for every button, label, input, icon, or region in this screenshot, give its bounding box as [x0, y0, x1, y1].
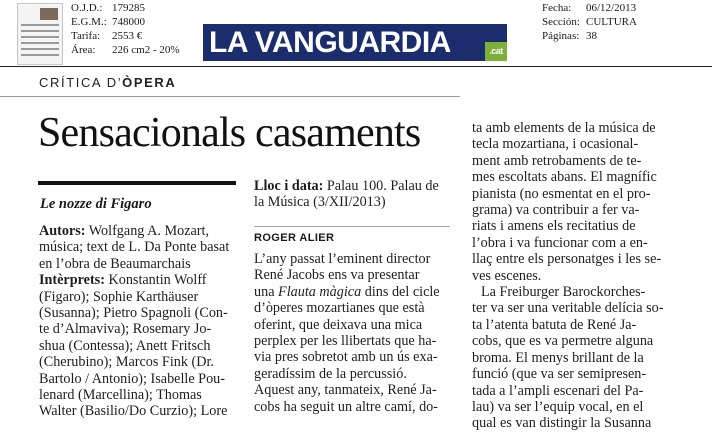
section-label — [39, 75, 176, 90]
body-line: ter va ser una veritable delícia so- — [472, 300, 664, 317]
body-line: grama) va contribuir a fer va- — [472, 202, 640, 219]
body-line: cobs, que es va permetre alguna — [472, 333, 654, 350]
header-divider — [0, 66, 712, 67]
credit-line: música; text de L. Da Ponte basat — [39, 239, 230, 256]
meta-value: 38 — [586, 30, 597, 42]
credit-line: Walter (Basilio/Do Curzio); Lore — [39, 403, 228, 420]
meta-value: 179285 — [112, 2, 145, 14]
body-line: l’obra i va funcionar com a en- — [472, 234, 648, 251]
venue-line: la Música (3/XII/2013) — [254, 194, 386, 211]
article-headline: Sensacionals casaments — [38, 110, 421, 156]
section-divider — [0, 96, 460, 97]
meta-value: 748000 — [112, 16, 145, 28]
byline-divider — [254, 226, 450, 227]
body-line: pianista (no esmentat en el pro- — [472, 185, 651, 202]
body-line: d’òperes mozartianes que està — [254, 300, 425, 317]
credit-line: lenard (Marcellina); Thomas — [39, 387, 202, 404]
meta-value: 06/12/2013 — [586, 2, 637, 14]
body-line: riats i amens els recitatius de — [472, 218, 636, 235]
page-thumbnail — [17, 3, 63, 65]
credit-line: (Figaro); Sophie Karthäuser — [39, 288, 199, 305]
logo-text: LA VANGUARDIA — [209, 26, 451, 59]
body-line: ves escenes. — [472, 267, 542, 284]
body-line: funció (que va ser semipresen- — [472, 366, 647, 383]
meta-label: Fecha: — [542, 2, 572, 14]
body-line: geradíssim de la percussió. — [254, 365, 407, 382]
credit-line: te d’Almaviva); Rosemary Jo- — [39, 321, 212, 338]
body-line: Aquest any, tanmateix, René Ja- — [254, 382, 437, 399]
body-line: ta l’atenta batuta de René Ja- — [472, 316, 637, 333]
credit-line: Bartolo / Antonio); Isabelle Pou- — [39, 370, 225, 387]
body-line: tada a l’ampli escenari del Pa- — [472, 382, 644, 399]
venue-line: Lloc i data: Palau 100. Palau de — [254, 178, 439, 194]
body-line: L’any passat l’eminent director — [254, 251, 431, 267]
venue-text: Palau 100. Palau de — [323, 178, 439, 194]
body-line: llaç entre els personatges i les se- — [472, 251, 662, 268]
work-title: Le nozze di Figaro — [40, 196, 152, 212]
article-column-3 — [472, 120, 690, 432]
credit-line: shua (Contessa); Anett Fritsch — [39, 337, 211, 354]
meta-label: Área: — [71, 44, 96, 56]
body-line: qual es van distingir la Susanna — [472, 415, 652, 432]
meta-value: 2553 € — [112, 30, 143, 42]
credit-line: (Susanna); Pietro Spagnoli (Con- — [39, 305, 228, 322]
meta-label: Tarifa: — [71, 30, 101, 42]
body-line: lau) va ser l’equip vocal, en el — [472, 398, 644, 415]
credit-line: Autors: Wolfgang A. Mozart, — [39, 223, 210, 239]
body-line: tecla mozartiana, i ocasional- — [472, 136, 639, 153]
logo-suffix: .cat — [485, 42, 507, 61]
author-byline: ROGER ALIER — [254, 232, 335, 244]
credit-line: (Cherubino); Marcos Fink (Dr. — [39, 354, 214, 371]
body-line: via pres sobretot amb un ús exa- — [254, 349, 438, 366]
body-line: La Freiburger Barockorches- — [481, 284, 646, 301]
article-column-2 — [254, 251, 450, 415]
credit-text: Wolfgang A. Mozart, — [85, 223, 210, 239]
newspaper-logo — [203, 24, 507, 61]
infobox-bar — [38, 181, 236, 185]
credit-text: Konstantin Wolff — [104, 272, 207, 289]
body-line: ment amb retrobaments de te- — [472, 152, 642, 169]
meta-label: Sección: — [542, 16, 580, 28]
section-emphasis: ÒPERA — [122, 75, 177, 90]
meta-label: E.G.M.: — [71, 16, 107, 28]
meta-value: 226 cm2 - 20% — [112, 44, 180, 56]
body-line: broma. El menys brillant de la — [472, 349, 644, 366]
body-line: perplex per les llibertats que ha- — [254, 333, 437, 350]
section-prefix: CRÍTICA D’ — [39, 75, 123, 90]
body-line: una Flauta màgica dins del cicle — [254, 283, 440, 300]
body-line: cobs ha seguit un altre camí, do- — [254, 398, 438, 415]
venue-info — [254, 178, 450, 211]
meta-value: CULTURA — [586, 16, 637, 28]
body-line: ta amb elements de la música de — [472, 120, 656, 136]
infobox-credits — [39, 223, 241, 420]
body-line: mes escoltats abans. El magnífic — [472, 169, 657, 186]
meta-label: Páginas: — [542, 30, 580, 42]
body-line: René Jacobs ens va presentar — [254, 267, 420, 284]
body-line: oferint, que deixava una mica — [254, 316, 423, 333]
meta-label: O.J.D.: — [71, 2, 103, 14]
credit-line: en l’obra de Beaumarchais — [39, 255, 191, 272]
credit-line: Intèrprets: Konstantin Wolff — [39, 272, 207, 289]
